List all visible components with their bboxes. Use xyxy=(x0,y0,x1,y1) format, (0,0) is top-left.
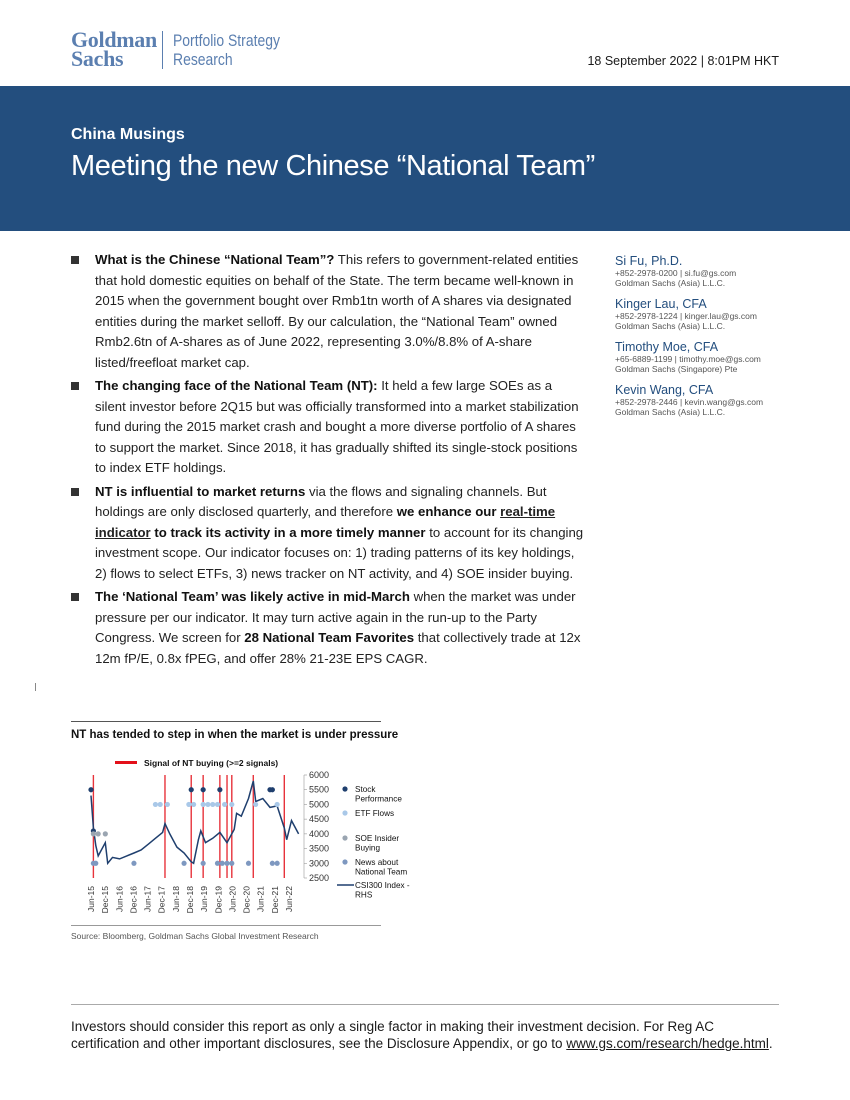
chart-point xyxy=(153,802,158,807)
bullet-emphasis: we enhance our xyxy=(396,504,501,519)
nt-activity-chart xyxy=(71,752,411,917)
y-tick-label: 3000 xyxy=(309,858,330,869)
x-tick-label: Dec-16 xyxy=(128,886,139,914)
y-tick-label: 6000 xyxy=(309,770,330,780)
bullet-text: This refers to government-related entities that hold domestic equities on behalf of the State. The term became well-known in 2015 when the government bought over Rmb1tn worth of A shares via designated entities during the market selloff. By our calculation, the “National Team” owned Rmb2.6tn of A-shares as of June 2022, representing 3.0%/8.8% of A-share listed/freefloat market cap. xyxy=(95,252,579,370)
chart-source: Source: Bloomberg, Goldman Sachs Global Investment Research xyxy=(71,931,319,941)
legend-label xyxy=(355,858,407,877)
bullet-text: that collectively trade at 12x 12m fP/E, 0.8x fPEG, and offer 28% 21-23E EPS CAGR. xyxy=(95,630,581,666)
bullet-point xyxy=(71,376,586,479)
division-line-2: Research xyxy=(173,50,233,69)
author-entity: Goldman Sachs (Asia) L.L.C. xyxy=(615,407,726,417)
logo-divider xyxy=(162,31,163,69)
legend-dot xyxy=(342,786,347,791)
x-tick-label: Jun-20 xyxy=(227,886,238,912)
x-tick-label: Dec-19 xyxy=(213,886,224,914)
disclosure-note xyxy=(71,1018,779,1052)
chart-point xyxy=(201,787,206,792)
bullet-lead: The changing face of the National Team (NT): xyxy=(95,378,378,393)
legend-dot xyxy=(342,810,347,815)
legend-label xyxy=(355,881,410,900)
bullet-point xyxy=(71,482,586,585)
bullet-emphasis: 28 National Team Favorites xyxy=(244,630,415,645)
x-tick-label: Jun-17 xyxy=(142,886,153,912)
author-block xyxy=(615,254,805,288)
division-line-1: Portfolio Strategy xyxy=(173,31,280,50)
y-tick-label: 3500 xyxy=(309,843,330,854)
chart-point xyxy=(201,861,206,866)
key-points xyxy=(71,250,586,672)
chart-point xyxy=(93,861,98,866)
x-tick-label: Dec-18 xyxy=(185,886,195,914)
chart-point xyxy=(186,802,191,807)
x-tick-label: Dec-20 xyxy=(241,886,252,914)
chart-point xyxy=(189,787,194,792)
bullet-text: to account for its changing investment scope. Our indicator focuses on: 1) trading patterns of its key holdings, 2) flows to select ETFs, 3) news tracker on NT activity, and 4) SOE insider buying. xyxy=(95,524,584,581)
publication-datetime: 18 September 2022 | 8:01PM HKT xyxy=(587,54,779,68)
x-tick-label: Dec-15 xyxy=(100,886,111,914)
chart-point xyxy=(253,802,258,807)
division-name xyxy=(173,31,280,69)
chart-point xyxy=(201,802,206,807)
footer-rule xyxy=(71,1004,779,1005)
x-tick-label: Jun-21 xyxy=(255,886,266,912)
chart-point xyxy=(224,861,229,866)
bullet-lead: What is the Chinese “National Team”? xyxy=(95,252,335,267)
chart-point xyxy=(215,861,220,866)
y-tick-label: 2500 xyxy=(309,873,330,883)
author-name: Si Fu, Ph.D. xyxy=(615,254,683,268)
x-tick-label: Jun-15 xyxy=(86,886,96,912)
page-header xyxy=(0,0,850,86)
chart-point xyxy=(103,831,108,836)
author-name: Kevin Wang, CFA xyxy=(615,383,714,397)
legend-label-line: RHS xyxy=(355,890,373,900)
chart-point xyxy=(220,861,225,866)
disclosure-link[interactable]: www.gs.com/research/hedge.html xyxy=(566,1036,769,1051)
bullet-text: It held a few large SOEs as a silent investor before 2Q15 but was officially transformed into a market stabilization fund during the 2015 market crash and bought a more diverse portfolio of A shares to support the market. Since 2018, it has gradually shifted its single-stock positions to index ETF holdings. xyxy=(95,378,579,475)
author-block xyxy=(615,340,805,374)
y-tick-label: 4500 xyxy=(309,814,330,825)
author-name: Kinger Lau, CFA xyxy=(615,297,707,311)
legend-label-line: CSI300 Index - xyxy=(355,881,410,890)
legend-label xyxy=(355,809,394,818)
chart-point xyxy=(217,787,222,792)
chart-point xyxy=(229,861,234,866)
disclosure-text: Investors should consider this report as only a single factor in making their investment decision. For Reg AC certification and other important disclosures, see the Disclosure Appendix, or go to xyxy=(71,1019,715,1051)
chart-point xyxy=(131,861,136,866)
legend-label xyxy=(355,785,402,804)
chart-point xyxy=(275,802,280,807)
x-tick-label: Jun-16 xyxy=(114,886,125,912)
bullet-emphasis: to track its activity in a more timely manner xyxy=(150,524,426,540)
legend-label-line: ETF Flows xyxy=(355,809,395,818)
chart-point xyxy=(181,861,186,866)
author-contact[interactable]: +65-6889-1199 | timothy.moe@gs.com xyxy=(615,354,761,364)
logo-line-2: Sachs xyxy=(71,46,124,71)
author-block xyxy=(615,297,805,331)
title-banner xyxy=(0,86,850,231)
y-tick-label: 4000 xyxy=(309,828,330,839)
author-contact[interactable]: +852-2978-1224 | kinger.lau@gs.com xyxy=(615,311,757,321)
bullet-square-icon xyxy=(71,256,79,264)
bullet-point xyxy=(71,587,586,669)
chart-point xyxy=(210,802,215,807)
logo-line-1: Goldman xyxy=(71,27,157,52)
author-entity: Goldman Sachs (Asia) L.L.C. xyxy=(615,321,726,331)
chart-point xyxy=(222,802,227,807)
author-contact[interactable]: +852-2978-0200 | si.fu@gs.com xyxy=(615,268,737,278)
author-list xyxy=(615,254,805,426)
real-time-indicator-link[interactable]: real-time indicator xyxy=(95,504,556,540)
author-entity: Goldman Sachs (Singapore) Pte xyxy=(615,364,738,374)
author-block xyxy=(615,383,805,417)
bullet-lead: The ‘National Team’ was likely active in mid-March xyxy=(95,589,410,604)
page-title: Meeting the new Chinese “National Team” xyxy=(71,150,595,182)
chart-point xyxy=(158,802,163,807)
chart-title: NT has tended to step in when the market is under pressure xyxy=(71,729,399,741)
bullet-text: via the flows and signaling channels. But holdings are only disclosed quarterly, and therefore xyxy=(95,483,547,519)
legend-label-line: National Team xyxy=(355,867,408,877)
series-name: China Musings xyxy=(71,126,185,143)
chart-point xyxy=(88,787,93,792)
legend-label-line: Performance xyxy=(355,794,402,804)
legend-label xyxy=(355,834,399,853)
author-name: Timothy Moe, CFA xyxy=(615,340,719,354)
legend-label-line: News about xyxy=(355,858,399,867)
x-tick-label: Jun-22 xyxy=(284,886,294,912)
legend-label-line: Buying xyxy=(355,843,381,853)
x-tick-label: Jun-19 xyxy=(199,886,210,912)
margin-mark xyxy=(35,683,36,691)
disclosure-end: . xyxy=(768,1036,773,1051)
chart-point xyxy=(270,787,275,792)
chart-point xyxy=(96,831,101,836)
legend-label-line: SOE Insider xyxy=(355,834,400,843)
bullet-square-icon xyxy=(71,593,79,601)
legend-dot xyxy=(342,835,347,840)
chart-point xyxy=(275,861,280,866)
bullet-lead: NT is influential to market returns xyxy=(95,483,306,499)
chart-point xyxy=(165,802,170,807)
chart-top-rule xyxy=(71,721,381,722)
chart-point xyxy=(205,802,210,807)
signal-legend-swatch xyxy=(115,761,137,764)
bullet-square-icon xyxy=(71,488,79,496)
y-tick-label: 5000 xyxy=(309,799,330,810)
chart-point xyxy=(246,861,251,866)
chart-point xyxy=(215,802,220,807)
goldman-sachs-logo xyxy=(71,27,280,71)
author-entity: Goldman Sachs (Asia) L.L.C. xyxy=(615,278,726,288)
signal-legend-label: Signal of NT buying (>=2 signals) xyxy=(144,758,279,768)
legend-label-line: Stock xyxy=(355,785,376,794)
chart-bottom-rule xyxy=(71,925,381,926)
chart-point xyxy=(91,831,96,836)
bullet-point xyxy=(71,250,586,373)
chart-point xyxy=(270,861,275,866)
bullet-text: when the market was under pressure per our indicator. It may turn active again in the run-up to the Party Congress. We screen for xyxy=(95,589,576,645)
x-tick-label: Dec-17 xyxy=(156,886,167,914)
legend-dot xyxy=(342,859,347,864)
x-tick-label: Dec-21 xyxy=(269,886,280,914)
csi300-line xyxy=(91,781,299,863)
bullet-square-icon xyxy=(71,382,79,390)
x-tick-label: Jun-18 xyxy=(170,886,181,912)
y-tick-label: 5500 xyxy=(309,784,330,795)
chart-point xyxy=(229,802,234,807)
chart-point xyxy=(191,802,196,807)
author-contact[interactable]: +852-2978-2446 | kevin.wang@gs.com xyxy=(615,397,764,407)
